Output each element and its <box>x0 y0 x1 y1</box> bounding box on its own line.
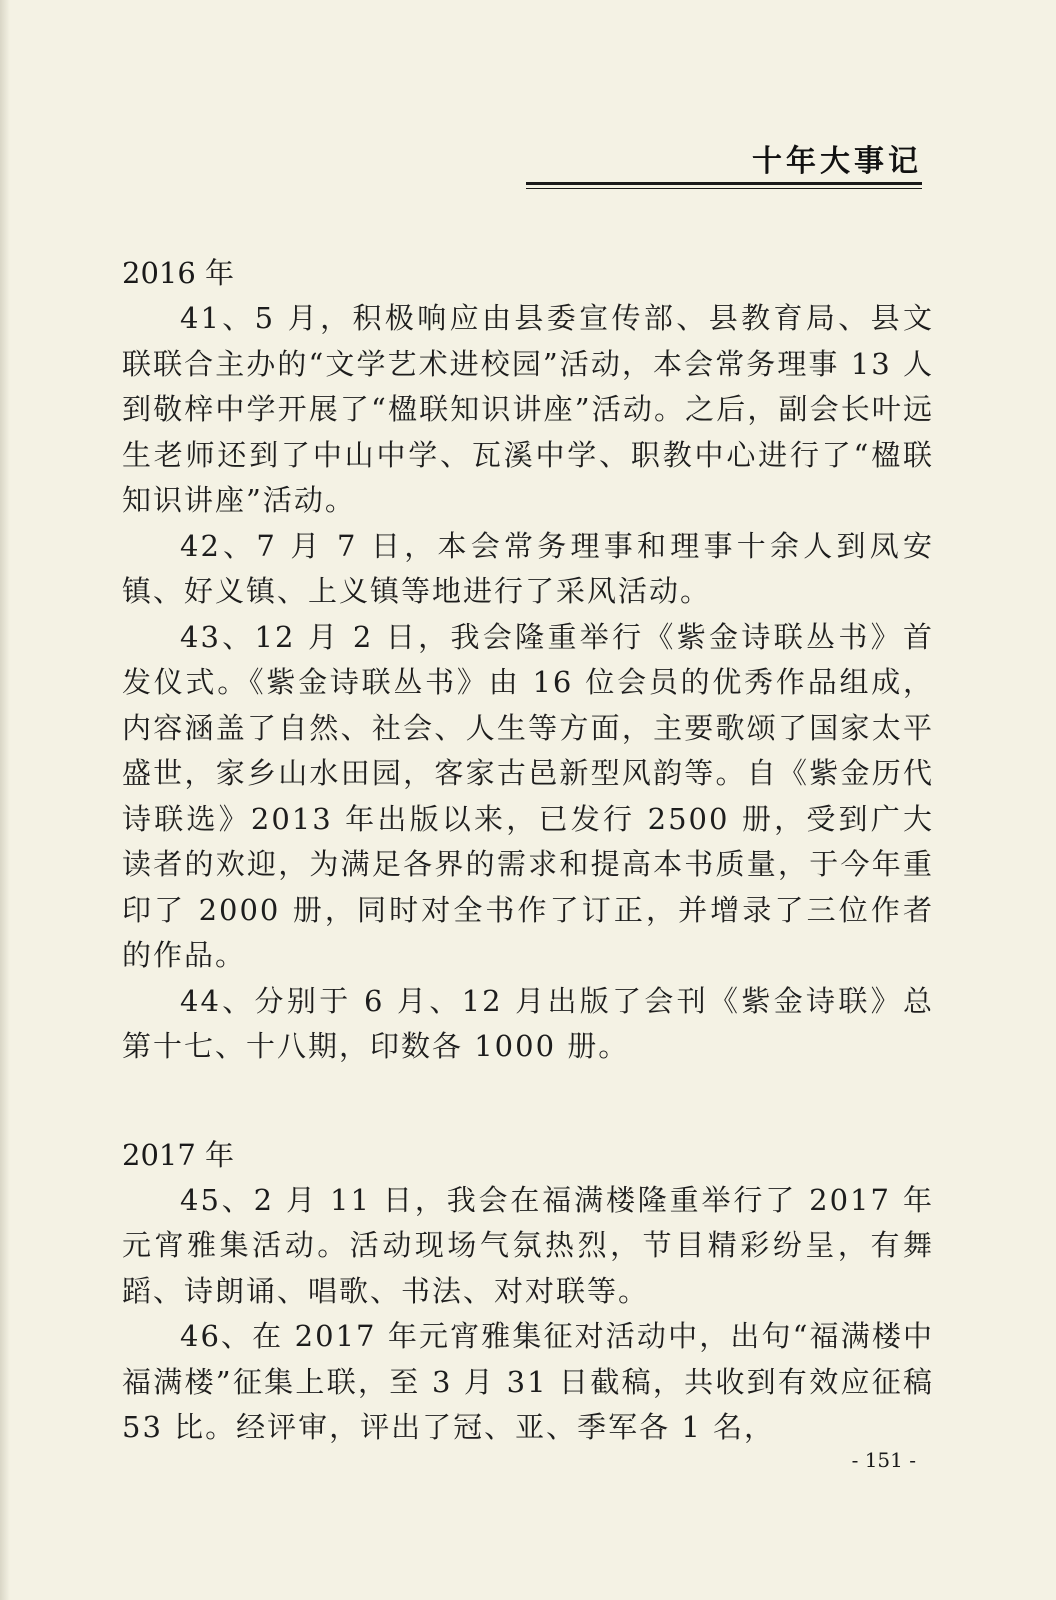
entry-41: 41、5 月，积极响应由县委宣传部、县教育局、县文联联合主办的“文学艺术进校园”活动，本会常务理事 13 人到敬梓中学开展了“楹联知识讲座”活动。之后，副会长叶远生老师还到了中山中学、瓦溪中学、职教中心进行了“楹联知识讲座”活动。 <box>122 301 934 517</box>
entry-44: 44、分别于 6 月、12 月出版了会刊《紫金诗联》总第十七、十八期，印数各 1000 册。 <box>122 983 934 1063</box>
entry-46: 46、在 2017 年元宵雅集征对活动中，出句“福满楼中福满楼”征集上联，至 3 月 31 日截稿，共收到有效应征稿 53 比。经评审，评出了冠、亚、季军各 1 名， <box>122 1319 934 1444</box>
running-head-rule-thin <box>526 188 922 189</box>
page-edge-shadow <box>0 0 10 1600</box>
running-head: 十年大事记 <box>752 144 922 179</box>
page-body <box>122 250 934 1451</box>
year-heading-2017: 2017 年 <box>122 1137 235 1172</box>
entry-43: 43、12 月 2 日，我会隆重举行《紫金诗联丛书》首发仪式。《紫金诗联丛书》由 16 位会员的优秀作品组成，内容涵盖了自然、社会、人生等方面，主要歌颂了国家太平盛世，家乡山水田园，客家古邑新型风韵等。自《紫金历代诗联选》2013 年出版以来，已发行 2500 册，受到广大读者的欢迎，为满足各界的需求和提高本书质量，于今年重印了 2000 册，同时对全书作了订正，并增录了三位作者的作品。 <box>122 619 934 972</box>
entry-45: 45、2 月 11 日，我会在福满楼隆重举行了 2017 年元宵雅集活动。活动现场气氛热烈，节目精彩纷呈，有舞蹈、诗朗诵、唱歌、书法、对对联等。 <box>122 1182 934 1308</box>
entry-42: 42、7 月 7 日，本会常务理事和理事十余人到凤安镇、好义镇、上义镇等地进行了采风活动。 <box>122 528 934 608</box>
page-number: - 151 - <box>851 1448 916 1472</box>
running-head-rule <box>526 182 922 185</box>
year-heading-2016: 2016 年 <box>122 256 235 290</box>
